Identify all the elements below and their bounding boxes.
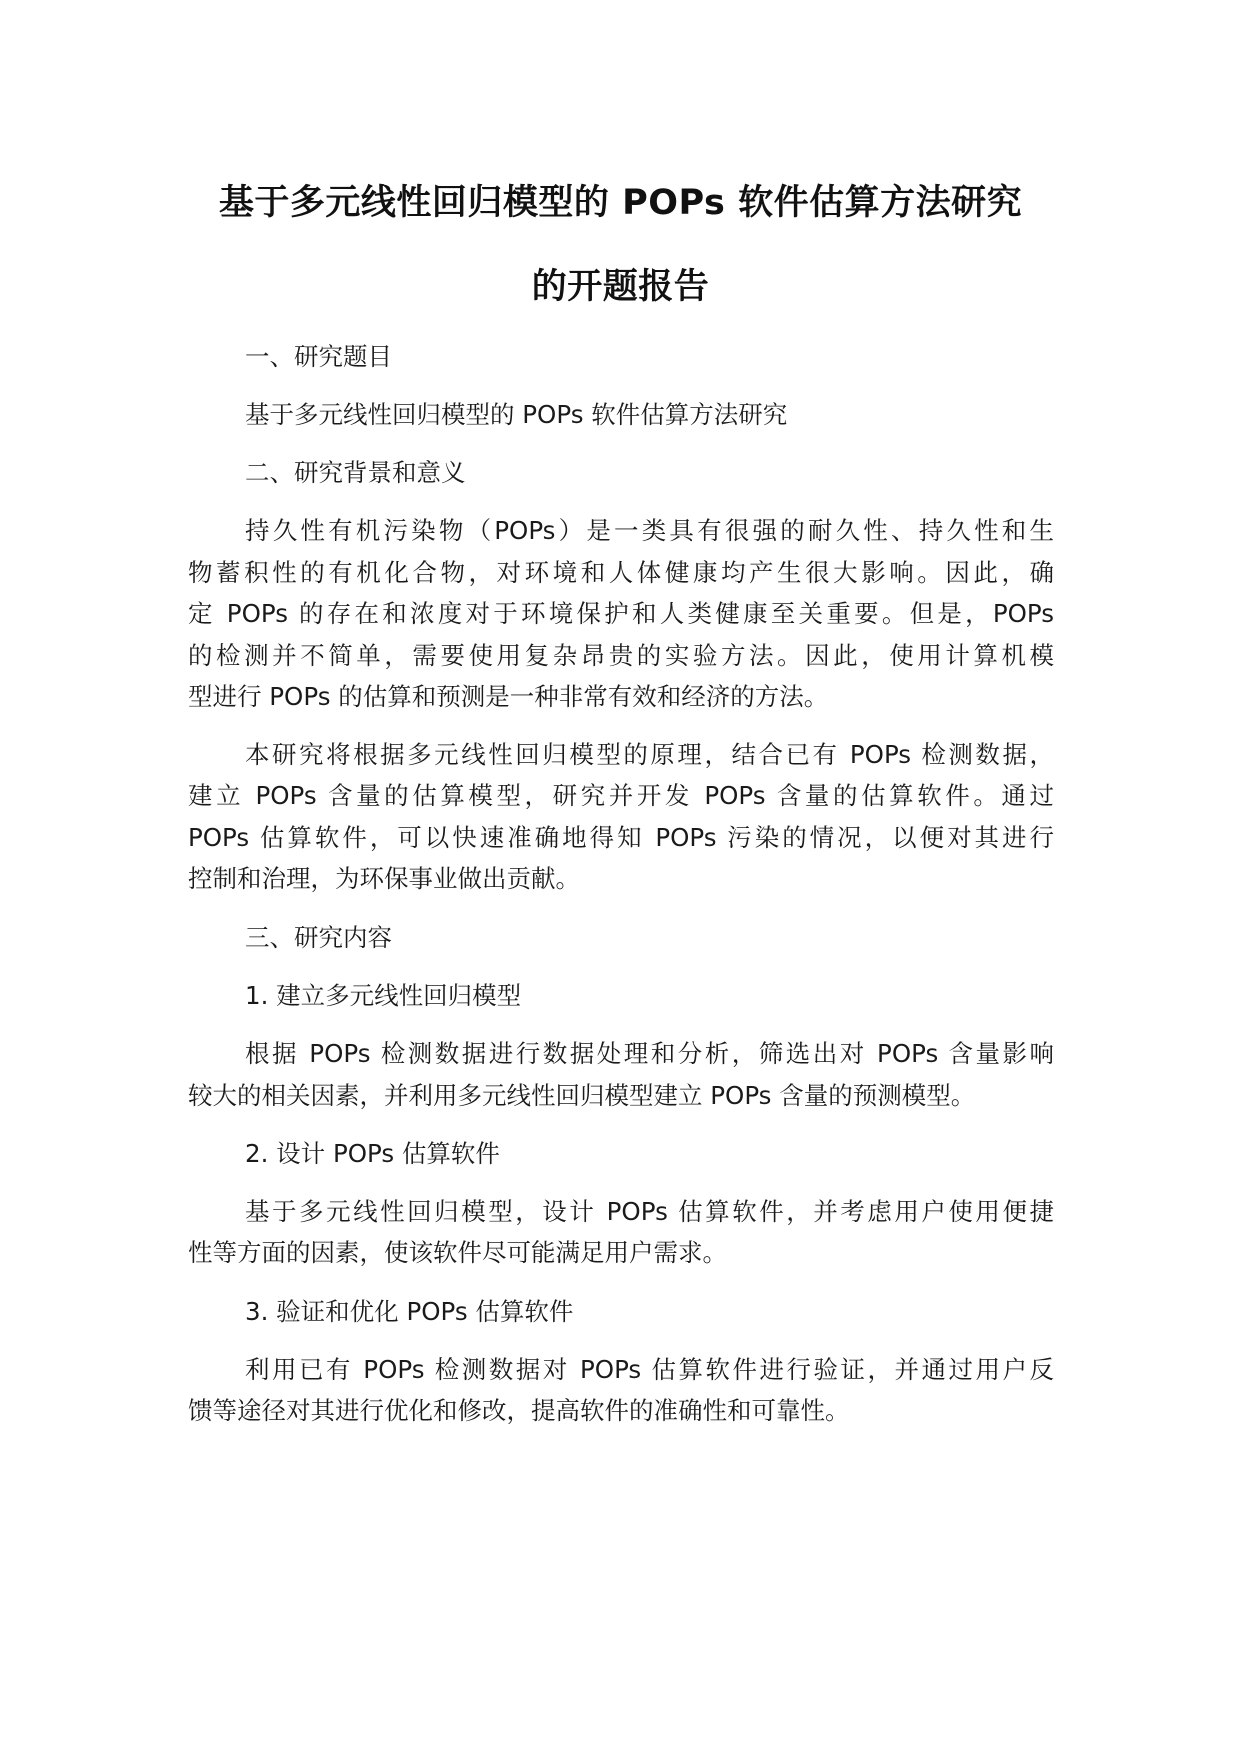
document-title-line-2: 的开题报告 [531, 267, 710, 307]
item-heading-1: 1. 建立多元线性回归模型 [245, 981, 522, 1010]
paragraph-line: 的检测并不简单，需要使用复杂昂贵的实验方法。因此，使用计算机模 [188, 641, 1054, 670]
paragraph-line: 定 POPs 的存在和浓度对于环境保护和人类健康至关重要。但是，POPs [188, 599, 1054, 628]
paragraph-line: 物蓄积性的有机化合物，对环境和人体健康均产生很大影响。因此，确 [188, 558, 1054, 587]
paragraph-line: 控制和治理，为环保事业做出贡献。 [188, 864, 580, 893]
paragraph-line: 利用已有 POPs 检测数据对 POPs 估算软件进行验证，并通过用户反 [245, 1355, 1054, 1384]
section-heading-research-content: 三、研究内容 [245, 923, 392, 952]
item-heading-2: 2. 设计 POPs 估算软件 [245, 1139, 500, 1168]
document-title-line-1: 基于多元线性回归模型的 POPs 软件估算方法研究 [218, 183, 1023, 223]
section-heading-research-topic: 一、研究题目 [245, 342, 392, 371]
section-heading-background: 二、研究背景和意义 [245, 458, 466, 487]
paragraph-line: 根据 POPs 检测数据进行数据处理和分析，筛选出对 POPs 含量影响 [245, 1039, 1054, 1068]
paragraph-line: 性等方面的因素，使该软件尽可能满足用户需求。 [188, 1238, 727, 1267]
paragraph-line: 基于多元线性回归模型，设计 POPs 估算软件，并考虑用户使用便捷 [245, 1197, 1054, 1226]
paragraph-line: 型进行 POPs 的估算和预测是一种非常有效和经济的方法。 [188, 682, 829, 711]
paragraph-line: 持久性有机污染物（POPs）是一类具有很强的耐久性、持久性和生 [245, 516, 1054, 545]
paragraph-line: 较大的相关因素，并利用多元线性回归模型建立 POPs 含量的预测模型。 [188, 1081, 976, 1110]
research-topic-text: 基于多元线性回归模型的 POPs 软件估算方法研究 [245, 400, 788, 429]
item-heading-3: 3. 验证和优化 POPs 估算软件 [245, 1297, 574, 1326]
paragraph-line: 建立 POPs 含量的估算模型，研究并开发 POPs 含量的估算软件。通过 [188, 781, 1054, 810]
paragraph-line: POPs 估算软件，可以快速准确地得知 POPs 污染的情况，以便对其进行 [188, 823, 1054, 852]
paragraph-line: 馈等途径对其进行优化和修改，提高软件的准确性和可靠性。 [188, 1396, 850, 1425]
paragraph-line: 本研究将根据多元线性回归模型的原理，结合已有 POPs 检测数据， [245, 740, 1054, 769]
